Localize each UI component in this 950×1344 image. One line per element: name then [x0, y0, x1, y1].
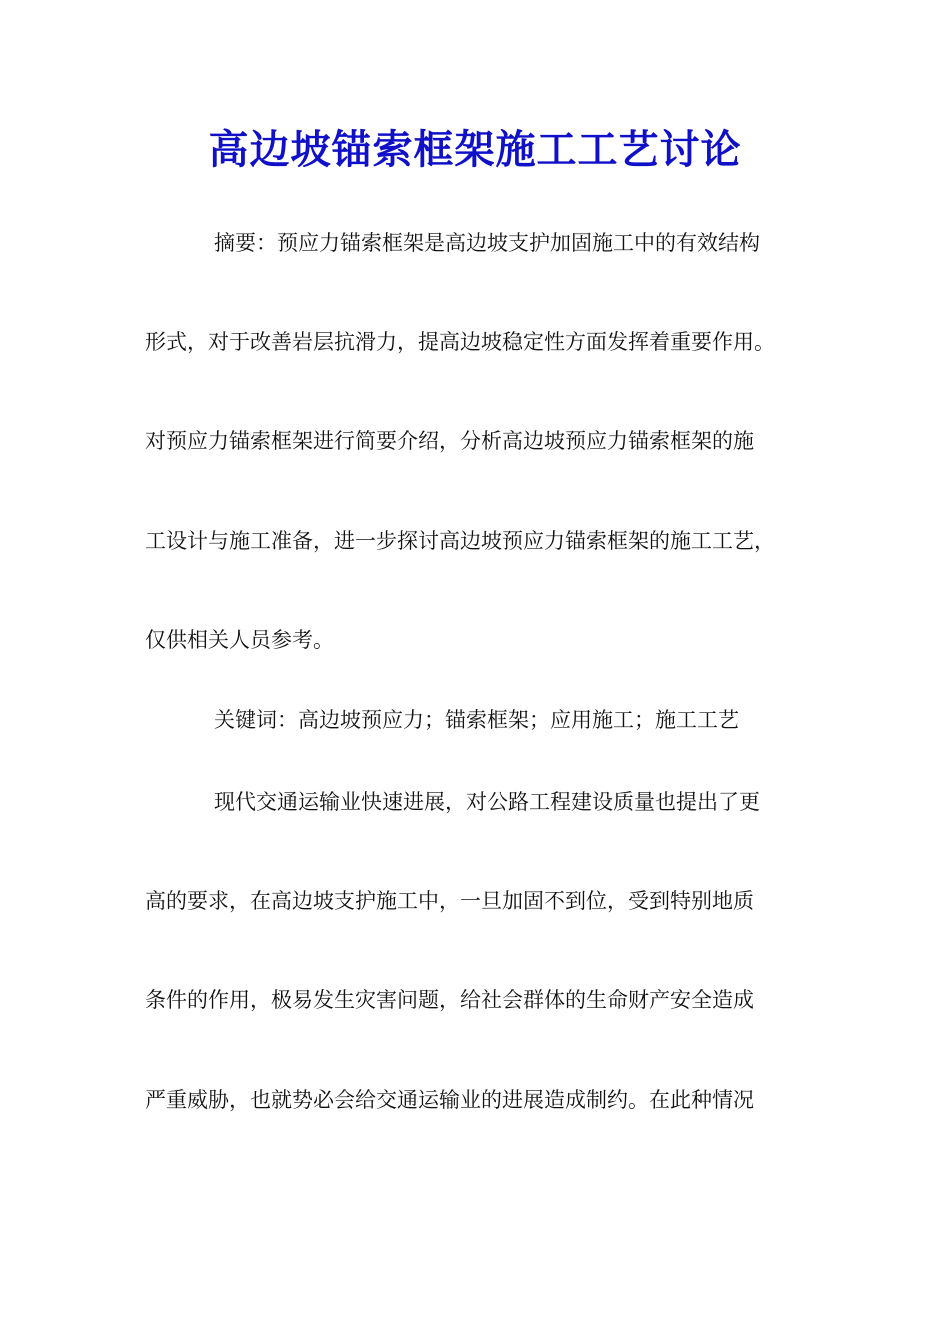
body-line-3: 条件的作用，极易发生灾害问题，给社会群体的生命财产安全造成	[145, 988, 754, 1012]
keywords-line: 关键词：高边坡预应力；锚索框架；应用施工；施工工艺	[214, 708, 739, 732]
abstract-line-3: 对预应力锚索框架进行简要介绍，分析高边坡预应力锚索框架的施	[145, 429, 754, 453]
abstract-line-1: 摘要：预应力锚索框架是高边坡支护加固施工中的有效结构	[214, 231, 760, 255]
abstract-line-5: 仅供相关人员参考。	[145, 628, 334, 652]
body-line-2: 高的要求，在高边坡支护施工中，一旦加固不到位，受到特别地质	[145, 889, 754, 913]
document-title: 高边坡锚索框架施工工艺讨论	[208, 126, 742, 173]
body-line-1: 现代交通运输业快速进展，对公路工程建设质量也提出了更	[214, 790, 760, 814]
body-line-4: 严重威胁，也就势必会给交通运输业的进展造成制约。在此种情况	[145, 1088, 754, 1112]
abstract-line-2: 形式，对于改善岩层抗滑力，提高边坡稳定性方面发挥着重要作用。	[145, 330, 775, 354]
abstract-line-4: 工设计与施工准备，进一步探讨高边坡预应力锚索框架的施工工艺，	[145, 529, 775, 553]
